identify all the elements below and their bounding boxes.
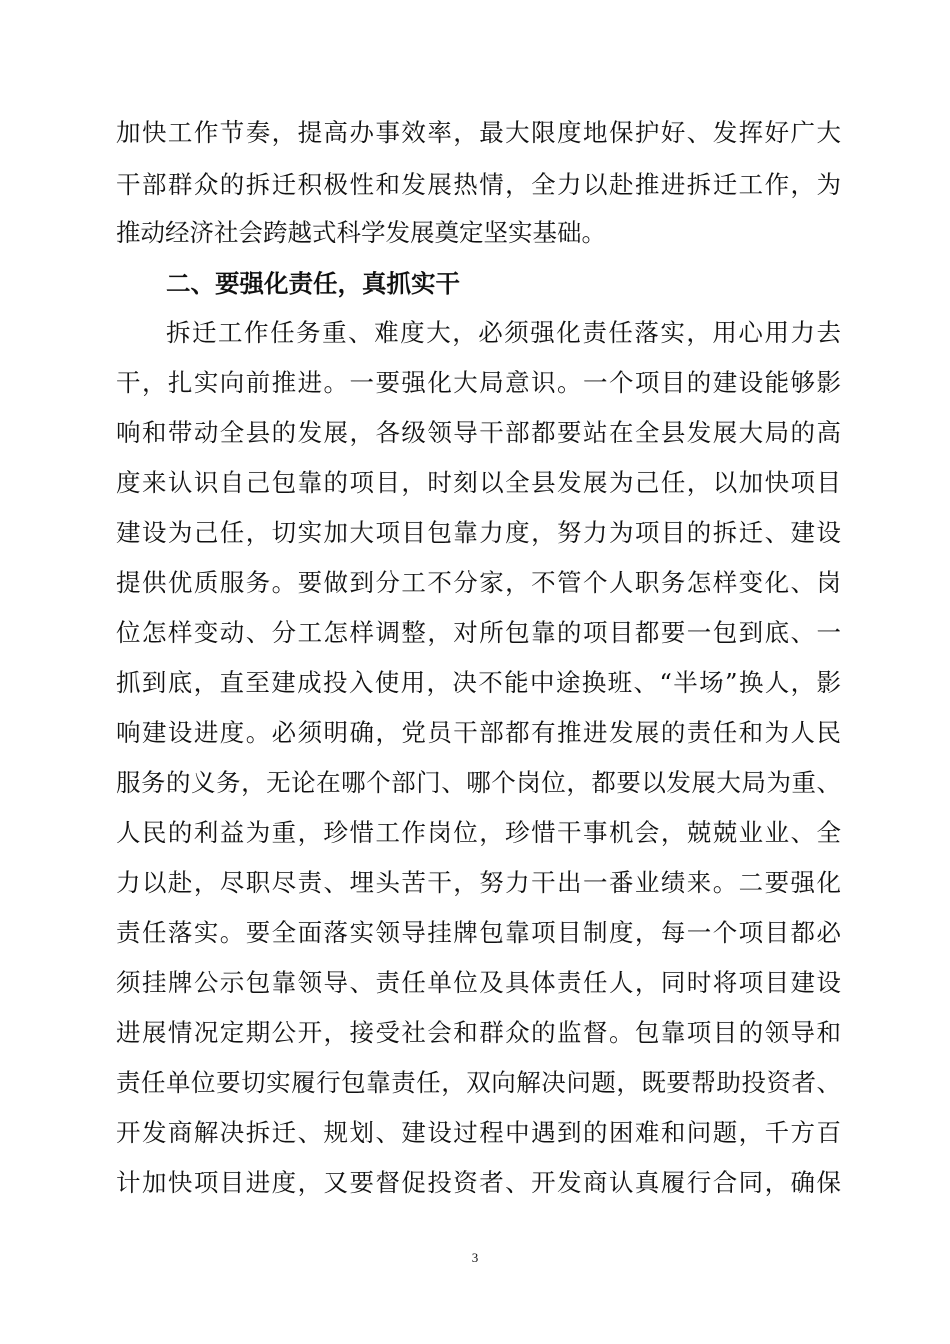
- text-line: 提供优质服务。要做到分工不分家，不管个人职务怎样变化、岗: [116, 568, 841, 597]
- section-heading: 二、要强化责任，真抓实干: [166, 269, 460, 298]
- text-line: 责任落实。要全面落实领导挂牌包靠项目制度，每一个项目都必: [116, 918, 841, 947]
- text-line: 抓到底，直至建成投入使用，决不能中途换班、“半场”换人，影: [116, 668, 841, 697]
- text-line: 责任单位要切实履行包靠责任，双向解决问题，既要帮助投资者、: [116, 1068, 841, 1097]
- text-line: 开发商解决拆迁、规划、建设过程中遇到的困难和问题，千方百: [116, 1118, 841, 1147]
- text-line: 干部群众的拆迁积极性和发展热情，全力以赴推进拆迁工作，为: [116, 170, 841, 199]
- text-line: 干，扎实向前推进。一要强化大局意识。一个项目的建设能够影: [116, 368, 841, 397]
- text-line: 力以赴，尽职尽责、埋头苦干，努力干出一番业绩来。二要强化: [116, 868, 841, 897]
- text-line: 须挂牌公示包靠领导、责任单位及具体责任人，同时将项目建设: [116, 968, 841, 997]
- text-line: 响和带动全县的发展，各级领导干部都要站在全县发展大局的高: [116, 418, 841, 447]
- page-number: 3: [471, 1250, 479, 1265]
- text-line: 加快工作节奏，提高办事效率，最大限度地保护好、发挥好广大: [116, 118, 841, 147]
- text-line: 人民的利益为重，珍惜工作岗位，珍惜干事机会，兢兢业业、全: [116, 818, 841, 847]
- text-line: 拆迁工作任务重、难度大，必须强化责任落实，用心用力去: [166, 318, 841, 347]
- text-line: 位怎样变动、分工怎样调整，对所包靠的项目都要一包到底、一: [116, 618, 841, 647]
- text-line: 建设为己任，切实加大项目包靠力度，努力为项目的拆迁、建设: [116, 518, 841, 547]
- text-line: 响建设进度。必须明确，党员干部都有推进发展的责任和为人民: [116, 718, 841, 747]
- text-line: 服务的义务，无论在哪个部门、哪个岗位，都要以发展大局为重、: [116, 768, 841, 797]
- text-line: 推动经济社会跨越式科学发展奠定坚实基础。: [116, 218, 606, 247]
- text-line: 度来认识自己包靠的项目，时刻以全县发展为己任，以加快项目: [116, 468, 841, 497]
- text-line: 计加快项目进度，又要督促投资者、开发商认真履行合同，确保: [116, 1168, 841, 1197]
- text-line: 进展情况定期公开，接受社会和群众的监督。包靠项目的领导和: [116, 1018, 841, 1047]
